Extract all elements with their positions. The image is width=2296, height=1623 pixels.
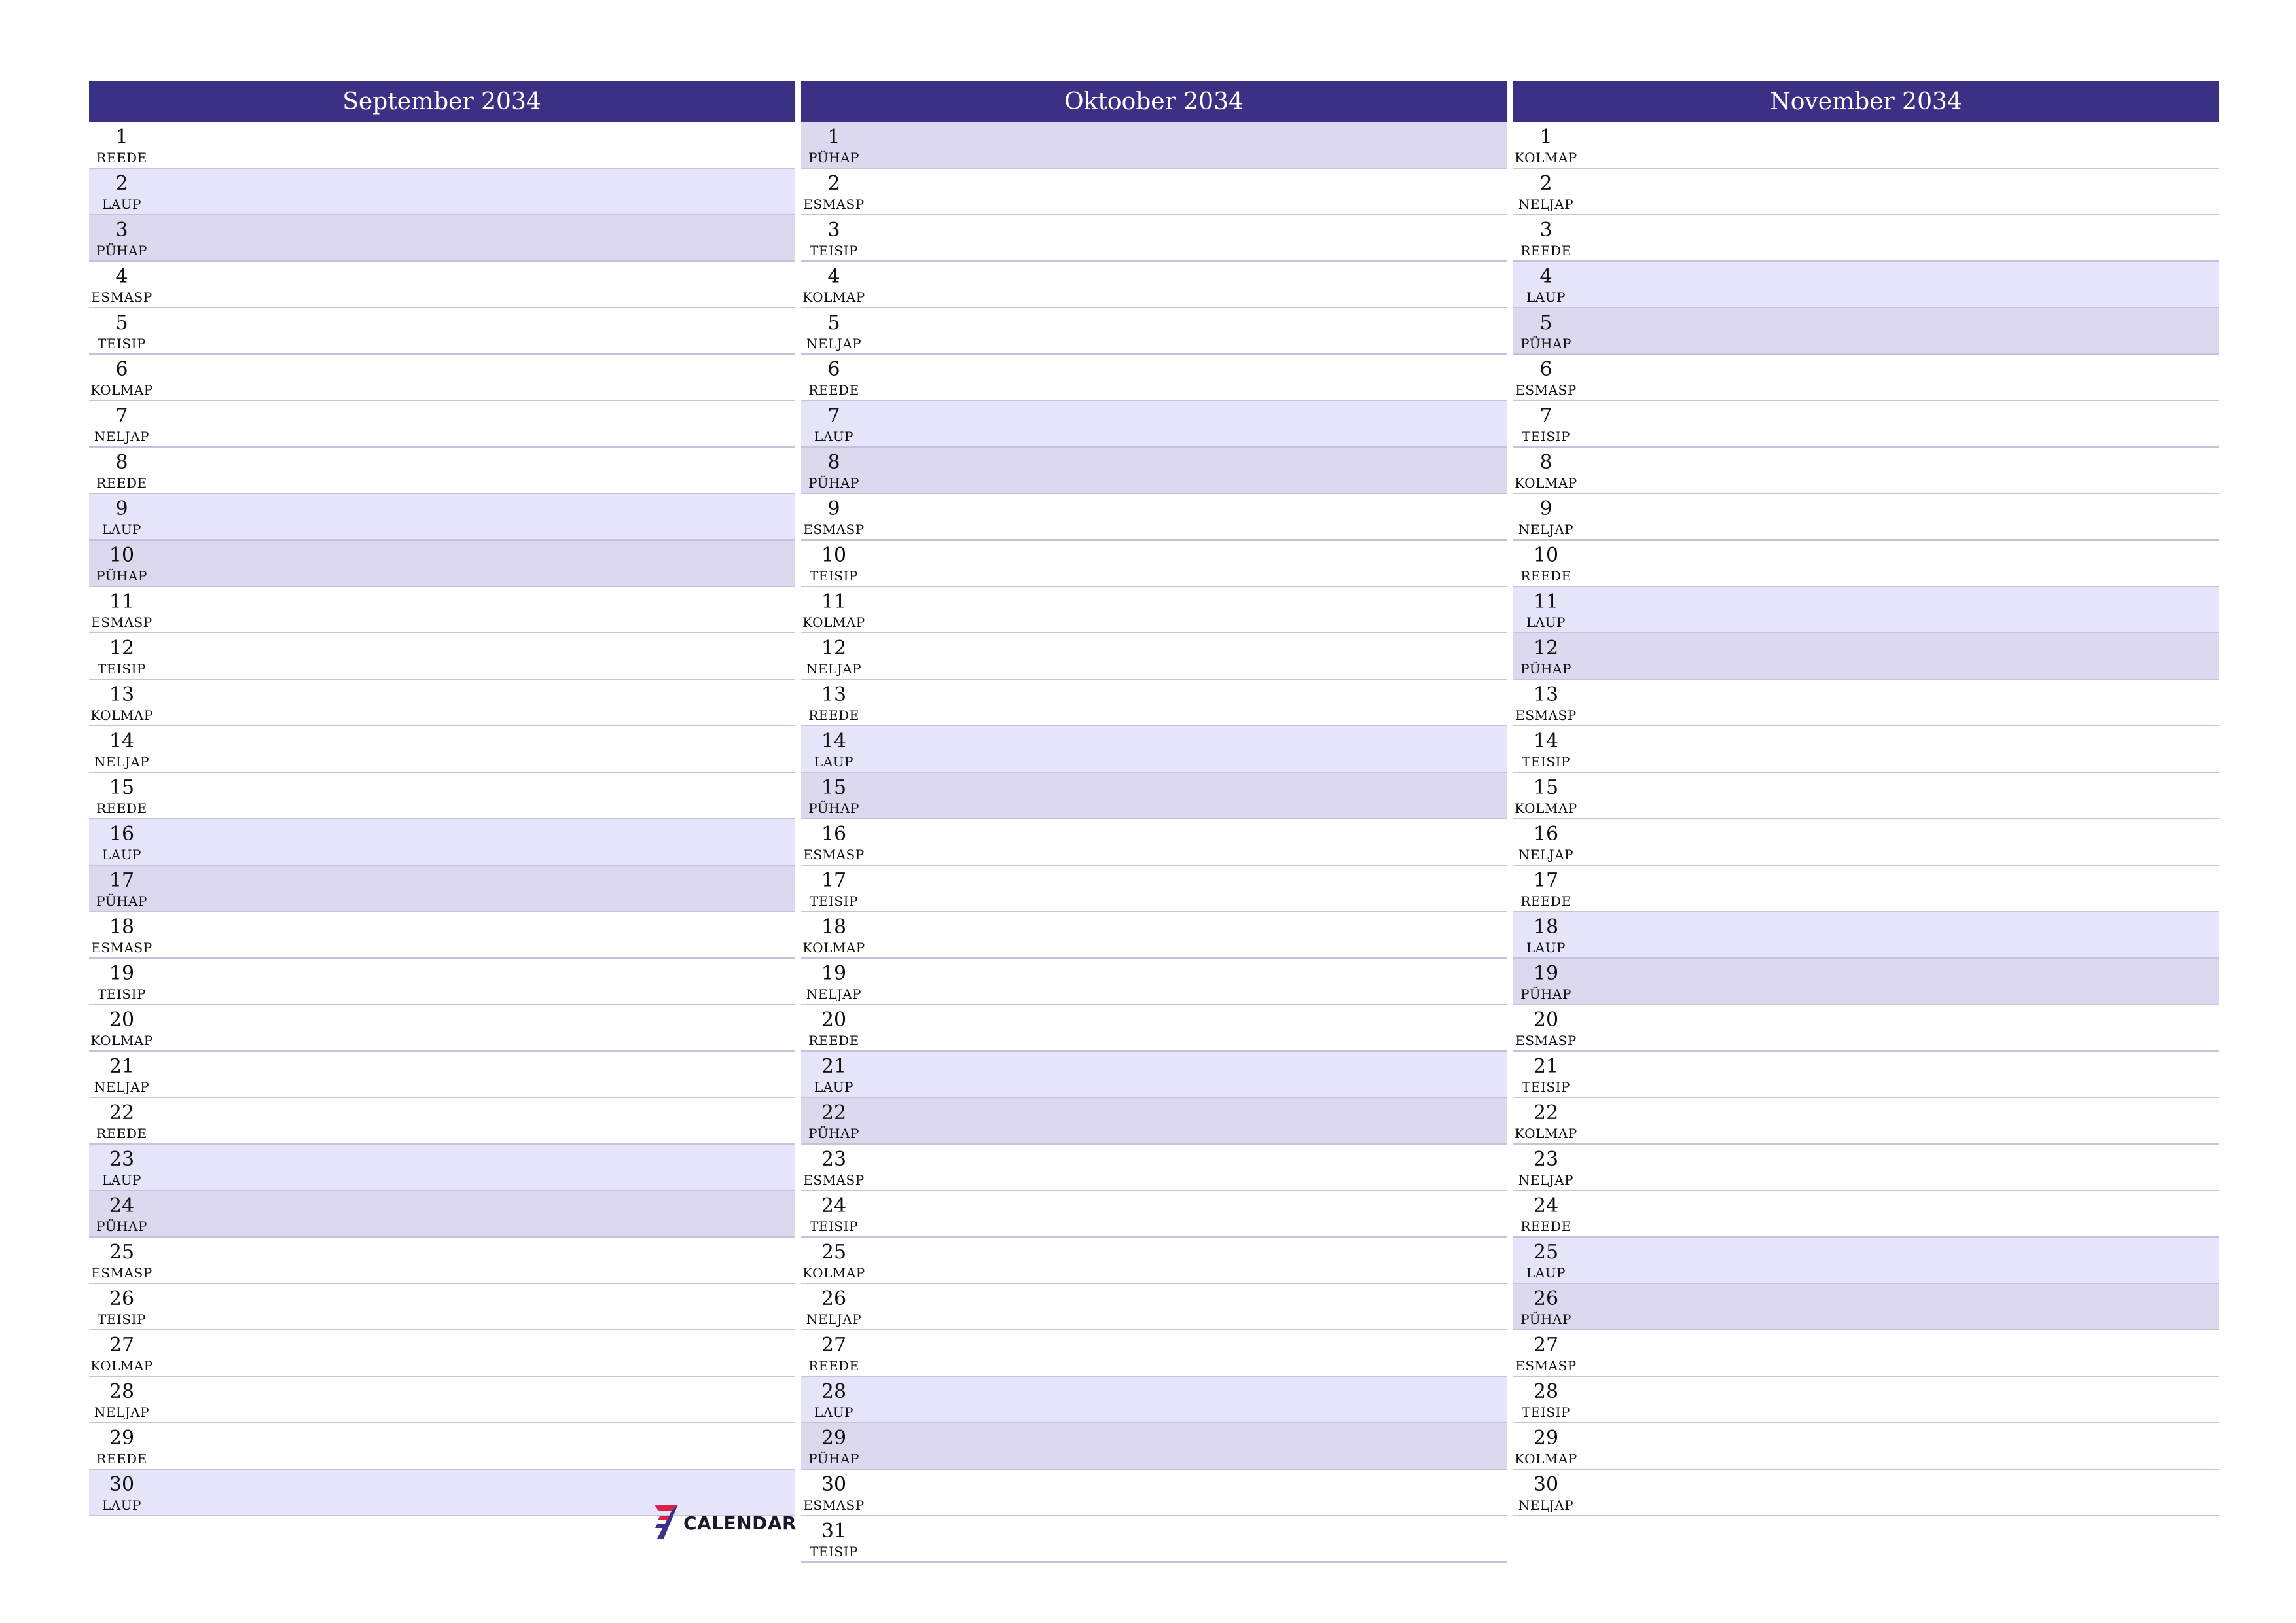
day-row [89, 633, 795, 680]
weekday-name: LAUP [1526, 1265, 1566, 1281]
day-list [801, 122, 1507, 1563]
day-number: 1 [1539, 126, 1552, 149]
day-row [801, 448, 1507, 494]
day-row [1513, 1098, 2219, 1145]
day-number: 2 [115, 172, 128, 195]
weekday-name: KOLMAP [1515, 475, 1577, 491]
day-number: 30 [109, 1473, 135, 1496]
weekday-name: ESMASP [1515, 1358, 1577, 1374]
day-row [89, 169, 795, 215]
day-row [801, 773, 1507, 819]
day-row [801, 1145, 1507, 1191]
day-number: 14 [109, 730, 135, 753]
day-row [801, 541, 1507, 587]
day-row [1513, 1423, 2219, 1470]
weekday-name: KOLMAP [1515, 1451, 1577, 1467]
weekday-name: ESMASP [91, 289, 152, 305]
day-row [89, 1377, 795, 1423]
day-number: 11 [821, 590, 847, 613]
weekday-name: NELJAP [94, 1404, 150, 1420]
day-row [801, 726, 1507, 773]
day-number: 11 [109, 590, 135, 613]
day-number: 17 [821, 869, 847, 892]
weekday-name: PÜHAP [808, 1126, 859, 1141]
day-row [1513, 1145, 2219, 1191]
weekday-name: NELJAP [806, 986, 862, 1002]
day-number: 6 [115, 358, 128, 381]
weekday-name: PÜHAP [96, 893, 147, 909]
weekday-name: ESMASP [803, 1172, 865, 1188]
day-row [1513, 1330, 2219, 1377]
day-number: 5 [1539, 312, 1552, 334]
weekday-name: LAUP [101, 1172, 142, 1188]
day-number: 24 [109, 1194, 135, 1217]
weekday-name: NELJAP [94, 754, 150, 770]
weekday-name: PÜHAP [808, 800, 859, 816]
day-number: 21 [821, 1055, 847, 1078]
weekday-name: LAUP [814, 754, 854, 770]
weekday-name: NELJAP [1518, 522, 1574, 537]
day-number: 26 [821, 1287, 847, 1310]
month-header: November 2034 [1513, 81, 2219, 122]
day-number: 18 [109, 916, 135, 938]
weekday-name: KOLMAP [1515, 150, 1577, 166]
day-row [89, 1284, 795, 1330]
day-number: 2 [1539, 172, 1552, 195]
weekday-name: LAUP [1526, 940, 1566, 955]
weekday-name: ESMASP [803, 522, 865, 537]
day-number: 4 [115, 265, 128, 288]
weekday-name: REEDE [1520, 243, 1571, 259]
day-row [1513, 1052, 2219, 1098]
day-number: 20 [109, 1008, 135, 1031]
day-row [89, 1145, 795, 1191]
weekday-name: KOLMAP [90, 1033, 153, 1048]
day-row [1513, 169, 2219, 215]
day-number: 7 [827, 404, 840, 427]
weekday-name: KOLMAP [1515, 1126, 1577, 1141]
day-number: 21 [1533, 1055, 1559, 1078]
day-number: 18 [821, 916, 847, 938]
weekday-name: ESMASP [803, 196, 865, 212]
day-row [801, 401, 1507, 448]
day-row [801, 587, 1507, 633]
weekday-name: ESMASP [91, 1265, 152, 1281]
day-number: 30 [821, 1473, 847, 1496]
day-row [801, 680, 1507, 726]
day-row [801, 1470, 1507, 1516]
weekday-name: TEISIP [1522, 1079, 1570, 1095]
day-number: 28 [1533, 1380, 1559, 1403]
day-row [801, 1052, 1507, 1098]
weekday-name: NELJAP [94, 429, 150, 444]
day-row [89, 819, 795, 866]
seven-logo-icon [652, 1503, 679, 1543]
day-row [1513, 355, 2219, 401]
day-row [89, 726, 795, 773]
day-row [1513, 1191, 2219, 1238]
day-number: 16 [1533, 823, 1559, 846]
weekday-name: REEDE [808, 382, 859, 398]
weekday-name: LAUP [814, 1079, 854, 1095]
weekday-name: LAUP [814, 429, 854, 444]
day-row [89, 308, 795, 355]
weekday-name: PÜHAP [96, 243, 147, 259]
weekday-name: LAUP [101, 847, 142, 863]
day-number: 22 [821, 1101, 847, 1124]
day-row [89, 1005, 795, 1052]
day-number: 25 [1533, 1241, 1559, 1264]
day-row [89, 355, 795, 401]
day-number: 17 [1533, 869, 1559, 892]
day-number: 17 [109, 869, 135, 892]
weekday-name: REEDE [1520, 893, 1571, 909]
day-number: 14 [821, 730, 847, 753]
day-number: 27 [1533, 1334, 1559, 1357]
day-row [801, 633, 1507, 680]
day-row [89, 959, 795, 1005]
day-list [89, 122, 795, 1516]
day-number: 28 [821, 1380, 847, 1403]
weekday-name: NELJAP [94, 1079, 150, 1095]
day-row [1513, 262, 2219, 308]
day-row [801, 122, 1507, 169]
weekday-name: ESMASP [1515, 1033, 1577, 1048]
day-row [1513, 1470, 2219, 1516]
day-row [801, 1238, 1507, 1284]
day-number: 19 [1533, 962, 1559, 985]
day-number: 19 [821, 962, 847, 985]
weekday-name: TEISIP [810, 1219, 858, 1234]
day-number: 8 [115, 451, 128, 474]
day-row [89, 215, 795, 262]
weekday-name: PÜHAP [1520, 1311, 1571, 1327]
day-row [89, 587, 795, 633]
day-row [801, 308, 1507, 355]
calendar-logo [652, 1504, 797, 1542]
day-row [1513, 1377, 2219, 1423]
weekday-name: ESMASP [91, 940, 152, 955]
day-number: 15 [109, 776, 135, 799]
day-row [1513, 494, 2219, 541]
day-number: 24 [821, 1194, 847, 1217]
month-column-september [89, 81, 795, 1516]
day-row [1513, 1238, 2219, 1284]
day-list [1513, 122, 2219, 1516]
day-number: 12 [1533, 637, 1559, 660]
day-row [801, 169, 1507, 215]
weekday-name: NELJAP [806, 1311, 862, 1327]
weekday-name: KOLMAP [802, 615, 865, 630]
day-row [89, 1423, 795, 1470]
weekday-name: KOLMAP [802, 940, 865, 955]
day-number: 24 [1533, 1194, 1559, 1217]
weekday-name: TEISIP [98, 336, 146, 351]
day-row [801, 215, 1507, 262]
day-number: 23 [821, 1148, 847, 1171]
day-number: 11 [1533, 590, 1559, 613]
day-number: 27 [821, 1334, 847, 1357]
weekday-name: REEDE [96, 475, 147, 491]
day-row [89, 680, 795, 726]
day-number: 4 [827, 265, 840, 288]
weekday-name: PÜHAP [808, 150, 859, 166]
day-number: 16 [109, 823, 135, 846]
day-number: 26 [109, 1287, 135, 1310]
weekday-name: ESMASP [803, 1497, 865, 1513]
month-header: Oktoober 2034 [801, 81, 1507, 122]
day-row [1513, 912, 2219, 959]
day-number: 26 [1533, 1287, 1559, 1310]
day-number: 9 [827, 497, 840, 520]
day-number: 13 [1533, 683, 1559, 706]
weekday-name: TEISIP [98, 661, 146, 677]
day-row [801, 866, 1507, 912]
weekday-name: NELJAP [1518, 196, 1574, 212]
weekday-name: REEDE [96, 150, 147, 166]
day-row [89, 912, 795, 959]
day-row [801, 1098, 1507, 1145]
day-row [1513, 959, 2219, 1005]
day-row [89, 262, 795, 308]
day-row [801, 1330, 1507, 1377]
day-number: 27 [109, 1334, 135, 1357]
day-row [1513, 680, 2219, 726]
day-row [801, 1516, 1507, 1563]
weekday-name: TEISIP [810, 1544, 858, 1560]
day-number: 4 [1539, 265, 1552, 288]
day-number: 12 [821, 637, 847, 660]
day-number: 28 [109, 1380, 135, 1403]
day-number: 3 [115, 219, 128, 241]
weekday-name: REEDE [96, 800, 147, 816]
day-row [801, 912, 1507, 959]
weekday-name: REEDE [808, 1358, 859, 1374]
weekday-name: PÜHAP [1520, 661, 1571, 677]
day-number: 20 [821, 1008, 847, 1031]
day-number: 9 [1539, 497, 1552, 520]
day-row [1513, 726, 2219, 773]
day-row [801, 959, 1507, 1005]
weekday-name: NELJAP [1518, 847, 1574, 863]
day-number: 7 [115, 404, 128, 427]
day-number: 12 [109, 637, 135, 660]
day-row [1513, 122, 2219, 169]
day-row [1513, 773, 2219, 819]
weekday-name: REEDE [1520, 568, 1571, 584]
day-row [89, 494, 795, 541]
day-number: 6 [827, 358, 840, 381]
day-row [89, 1330, 795, 1377]
day-number: 8 [1539, 451, 1552, 474]
day-row [1513, 1005, 2219, 1052]
weekday-name: NELJAP [806, 336, 862, 351]
weekday-name: LAUP [1526, 615, 1566, 630]
weekday-name: REEDE [1520, 1219, 1571, 1234]
day-number: 10 [1533, 544, 1559, 567]
day-number: 14 [1533, 730, 1559, 753]
day-row [1513, 819, 2219, 866]
weekday-name: KOLMAP [802, 289, 865, 305]
day-number: 22 [109, 1101, 135, 1124]
day-number: 25 [821, 1241, 847, 1264]
weekday-name: LAUP [1526, 289, 1566, 305]
weekday-name: PÜHAP [808, 475, 859, 491]
weekday-name: ESMASP [803, 847, 865, 863]
weekday-name: KOLMAP [802, 1265, 865, 1281]
day-number: 15 [1533, 776, 1559, 799]
weekday-name: ESMASP [1515, 707, 1577, 723]
weekday-name: LAUP [814, 1404, 854, 1420]
day-row [1513, 633, 2219, 680]
weekday-name: PÜHAP [96, 568, 147, 584]
day-number: 9 [115, 497, 128, 520]
weekday-name: TEISIP [98, 1311, 146, 1327]
day-row [801, 1423, 1507, 1470]
day-row [89, 866, 795, 912]
weekday-name: ESMASP [91, 615, 152, 630]
day-number: 10 [821, 544, 847, 567]
day-number: 5 [827, 312, 840, 334]
weekday-name: REEDE [808, 707, 859, 723]
day-number: 16 [821, 823, 847, 846]
weekday-name: REEDE [808, 1033, 859, 1048]
day-number: 5 [115, 312, 128, 334]
day-row [1513, 587, 2219, 633]
day-row [801, 819, 1507, 866]
weekday-name: PÜHAP [1520, 986, 1571, 1002]
day-number: 8 [827, 451, 840, 474]
day-number: 15 [821, 776, 847, 799]
day-number: 7 [1539, 404, 1552, 427]
day-number: 20 [1533, 1008, 1559, 1031]
day-row [89, 401, 795, 448]
day-row [801, 1005, 1507, 1052]
day-number: 3 [827, 219, 840, 241]
day-row [1513, 1284, 2219, 1330]
day-number: 2 [827, 172, 840, 195]
weekday-name: PÜHAP [1520, 336, 1571, 351]
day-row [801, 262, 1507, 308]
day-number: 19 [109, 962, 135, 985]
weekday-name: TEISIP [98, 986, 146, 1002]
day-row [801, 1284, 1507, 1330]
weekday-name: TEISIP [810, 568, 858, 584]
weekday-name: REEDE [96, 1126, 147, 1141]
weekday-name: REEDE [96, 1451, 147, 1467]
day-number: 13 [821, 683, 847, 706]
month-column-november [1513, 81, 2219, 1516]
weekday-name: TEISIP [810, 893, 858, 909]
weekday-name: TEISIP [1522, 429, 1570, 444]
day-row [89, 773, 795, 819]
day-row [801, 1191, 1507, 1238]
day-number: 21 [109, 1055, 135, 1078]
day-number: 6 [1539, 358, 1552, 381]
day-row [1513, 308, 2219, 355]
day-number: 29 [1533, 1427, 1559, 1450]
weekday-name: KOLMAP [1515, 800, 1577, 816]
weekday-name: KOLMAP [90, 707, 153, 723]
weekday-name: PÜHAP [808, 1451, 859, 1467]
day-row [1513, 215, 2219, 262]
day-number: 23 [1533, 1148, 1559, 1171]
day-number: 13 [109, 683, 135, 706]
month-header: September 2034 [89, 81, 795, 122]
day-row [89, 1098, 795, 1145]
day-row [89, 122, 795, 169]
day-number: 1 [115, 126, 128, 149]
weekday-name: TEISIP [1522, 754, 1570, 770]
day-row [801, 1377, 1507, 1423]
weekday-name: KOLMAP [90, 382, 153, 398]
day-row [89, 1238, 795, 1284]
day-row [89, 1191, 795, 1238]
weekday-name: NELJAP [1518, 1497, 1574, 1513]
day-row [1513, 448, 2219, 494]
weekday-name: LAUP [101, 522, 142, 537]
day-row [1513, 866, 2219, 912]
day-number: 30 [1533, 1473, 1559, 1496]
weekday-name: PÜHAP [96, 1219, 147, 1234]
weekday-name: KOLMAP [90, 1358, 153, 1374]
day-number: 10 [109, 544, 135, 567]
weekday-name: TEISIP [1522, 1404, 1570, 1420]
day-number: 22 [1533, 1101, 1559, 1124]
day-number: 25 [109, 1241, 135, 1264]
weekday-name: LAUP [101, 196, 142, 212]
day-number: 3 [1539, 219, 1552, 241]
weekday-name: LAUP [101, 1497, 142, 1513]
day-number: 23 [109, 1148, 135, 1171]
day-row [801, 494, 1507, 541]
day-number: 29 [821, 1427, 847, 1450]
day-row [89, 1052, 795, 1098]
day-number: 18 [1533, 916, 1559, 938]
day-row [1513, 541, 2219, 587]
day-number: 29 [109, 1427, 135, 1450]
day-row [89, 541, 795, 587]
day-number: 1 [827, 126, 840, 149]
day-number: 31 [821, 1520, 847, 1543]
logo-text: CALENDAR [683, 1512, 797, 1534]
weekday-name: NELJAP [1518, 1172, 1574, 1188]
day-row [801, 355, 1507, 401]
day-row [89, 448, 795, 494]
day-row [1513, 401, 2219, 448]
weekday-name: NELJAP [806, 661, 862, 677]
month-column-october [801, 81, 1507, 1563]
weekday-name: ESMASP [1515, 382, 1577, 398]
weekday-name: TEISIP [810, 243, 858, 259]
